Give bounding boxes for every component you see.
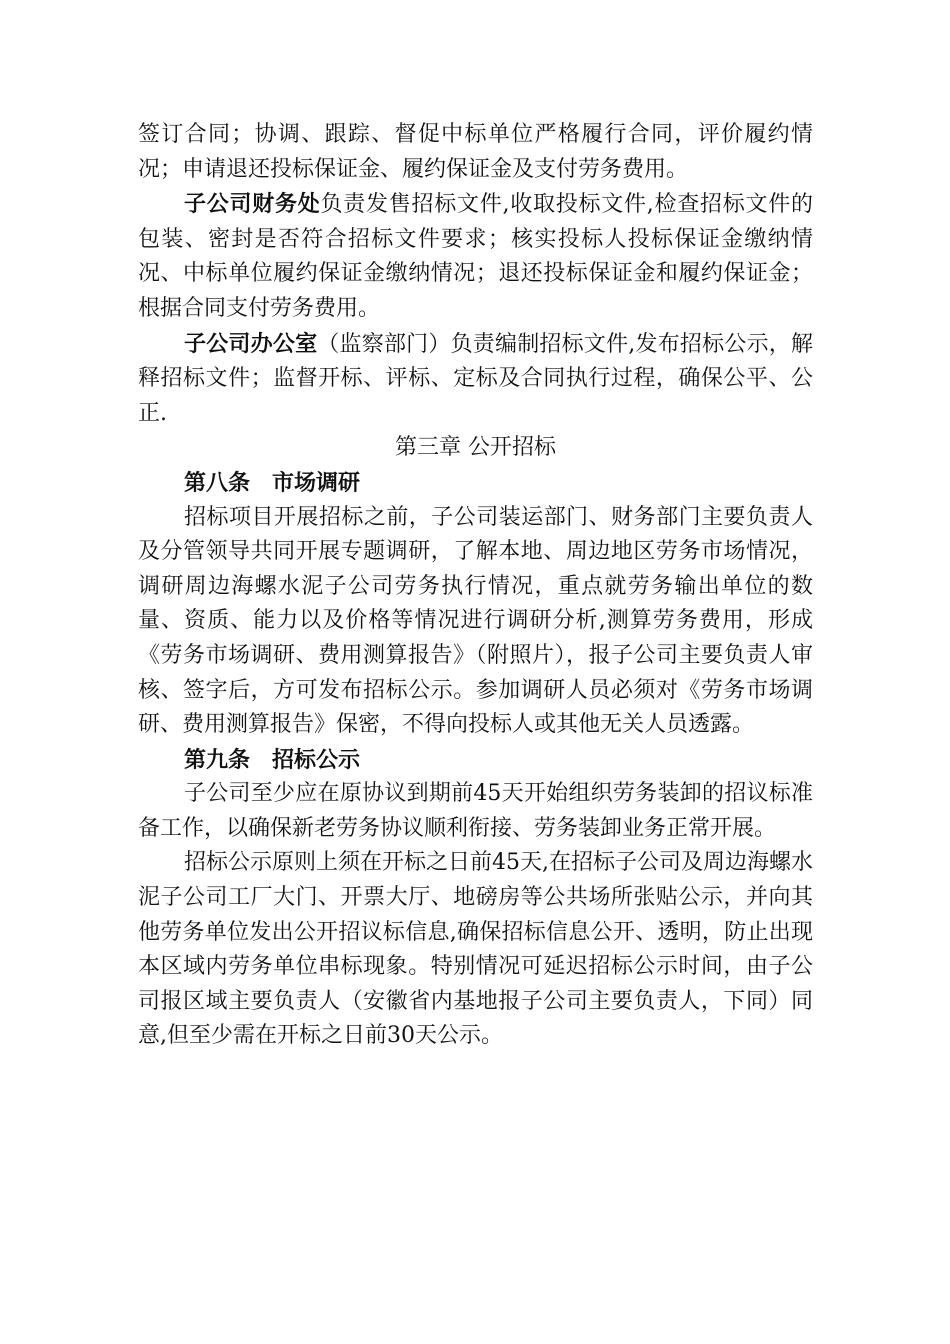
office-text: （监察部门）负责编制招标文件,发布招标公示，解释招标文件；监督开标、评标、定标及合同执行过程，确保公平、公正. bbox=[138, 331, 813, 426]
article-8-title: 市场调研 bbox=[272, 469, 361, 496]
document-page bbox=[138, 118, 813, 1054]
article-8-number: 第八条 bbox=[184, 469, 251, 496]
office-lead: 子公司办公室 bbox=[184, 330, 318, 357]
paragraph-contract-duties: 签订合同；协调、跟踪、督促中标单位严格履行合同，评价履约情况；申请退还投标保证金、履约保证金及支付劳务费用。 bbox=[138, 122, 813, 182]
article-8-body: 招标项目开展招标之前，子公司装运部门、财务部门主要负责人及分管领导共同开展专题调研，了解本地、周边地区劳务市场情况，调研周边海螺水泥子公司劳务执行情况，重点就劳务输出单位的数量、资质、能力以及价格等情况进行调研分析,测算劳务费用，形成《劳务市场调研、费用测算报告》（附照片），报子公司主要负责人审核、签字后，方可发布招标公示。参加调研人员必须对《劳务市场调研、费用测算报告》保密，不得向投标人或其他无关人员透露。 bbox=[138, 504, 813, 738]
article-8-heading bbox=[138, 466, 813, 501]
article-9-paragraph-1: 子公司至少应在原协议到期前45天开始组织劳务装卸的招议标准备工作，以确保新老劳务协议顺利衔接、劳务装卸业务正常开展。 bbox=[138, 781, 813, 841]
article-9-paragraph-2: 招标公示原则上须在开标之日前45天,在招标子公司及周边海螺水泥子公司工厂大门、开票大厅、地磅房等公共场所张贴公示，并向其他劳务单位发出公开招议标信息,确保招标信息公开、透明，防止出现本区域内劳务单位串标现象。特别情况可延迟招标公示时间，由子公司报区域主要负责人（安徽省内基地报子公司主要负责人，下同）同意,但至少需在开标之日前30天公示。 bbox=[138, 850, 813, 1049]
finance-dept-lead: 子公司财务处 bbox=[184, 191, 321, 218]
paragraph-finance-dept bbox=[138, 187, 813, 326]
article-9-title: 招标公示 bbox=[272, 746, 361, 773]
article-9-number: 第九条 bbox=[184, 746, 251, 773]
finance-dept-text: 负责发售招标文件,收取投标文件,检查招标文件的包装、密封是否符合招标文件要求；核实投标人投标保证金缴纳情况、中标单位履约保证金缴纳情况；退还投标保证金和履约保证金；根据合同支付劳务费用。 bbox=[138, 192, 813, 321]
chapter-title: 第三章 公开招标 bbox=[395, 435, 556, 461]
paragraph-office bbox=[138, 327, 813, 432]
article-9-heading bbox=[138, 743, 813, 778]
